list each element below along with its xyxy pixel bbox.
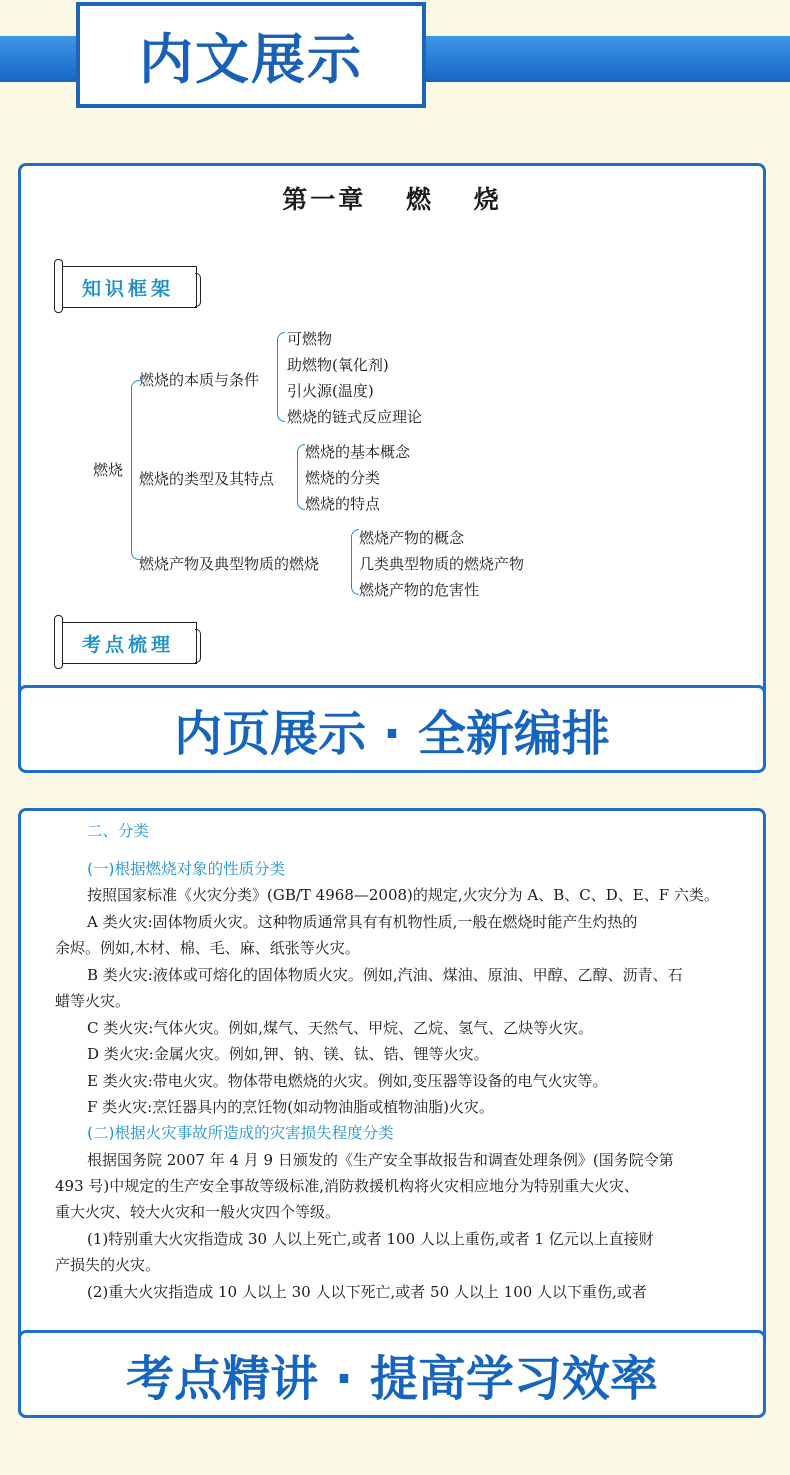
banner-key-points: 考点精讲 · 提高学习效率	[18, 1330, 766, 1418]
page-preview-1	[18, 163, 766, 773]
mindmap-branch-2: 燃烧的类型及其特点	[139, 470, 275, 488]
mindmap-branch-2-brace	[297, 444, 305, 510]
mindmap-item: 几类典型物质的燃烧产物	[359, 555, 525, 573]
paragraph-line: 重大火灾、较大火灾和一般火灾四个等级。	[55, 1203, 341, 1221]
banner-page-display: 内页展示 · 全新编排	[18, 685, 766, 773]
header-title: 内文展示	[139, 27, 363, 91]
mindmap-item: 可燃物	[287, 330, 333, 348]
paragraph-line: D 类火灾:金属火灾。例如,钾、钠、镁、钛、锆、锂等火灾。	[87, 1045, 489, 1063]
mindmap-item: 引火源(温度)	[287, 382, 374, 400]
mindmap-item: 助燃物(氧化剂)	[287, 356, 389, 374]
chapter-title: 第一章 燃 烧	[282, 185, 502, 214]
mindmap-item: 燃烧的分类	[305, 469, 381, 487]
paragraph-line: (2)重大火灾指造成 10 人以上 30 人以下死亡,或者 50 人以上 100 人以下重伤,或者	[87, 1283, 647, 1301]
paragraph-line: F 类火灾:烹饪器具内的烹饪物(如动物油脂或植物油脂)火灾。	[87, 1098, 494, 1116]
mindmap-branch-3: 燃烧产物及典型物质的燃烧	[139, 555, 320, 573]
paragraph-line: 蜡等火灾。	[55, 992, 131, 1010]
page-preview-2	[18, 808, 766, 1418]
paragraph-line: 产损失的火灾。	[55, 1256, 161, 1274]
mindmap-root: 燃烧	[93, 461, 124, 479]
paragraph-line: A 类火灾:固体物质火灾。这种物质通常具有有机物性质,一般在燃烧时能产生灼热的	[87, 913, 638, 931]
mindmap-item: 燃烧的基本概念	[305, 443, 411, 461]
paragraph-line: 根据国务院 2007 年 4 月 9 日颁发的《生产安全事故报告和调查处理条例》(国务院令第	[87, 1151, 674, 1169]
label-knowledge-framework: 知识框架	[59, 266, 197, 308]
paragraph-line: B 类火灾:液体或可熔化的固体物质火灾。例如,汽油、煤油、原油、甲醇、乙醇、沥青、石	[87, 966, 683, 984]
mindmap-item: 燃烧的链式反应理论	[287, 408, 423, 426]
mindmap-branch-3-brace	[351, 529, 359, 595]
label-key-points: 考点梳理	[59, 622, 197, 664]
mindmap-item: 燃烧产物的危害性	[359, 581, 480, 599]
header-title-box	[76, 2, 426, 108]
paragraph-line: 余烬。例如,木材、棉、毛、麻、纸张等火灾。	[55, 939, 360, 957]
section-heading: 二、分类	[87, 822, 150, 840]
mindmap-branch-1: 燃烧的本质与条件	[139, 371, 260, 389]
paragraph-line: (1)特别重大火灾指造成 30 人以上死亡,或者 100 人以上重伤,或者 1 亿元以上直接财	[87, 1230, 654, 1248]
paragraph-line: 493 号)中规定的生产安全事故等级标准,消防救援机构将火灾相应地分为特别重大火灾、	[55, 1177, 640, 1195]
paragraph-line: 按照国家标准《火灾分类》(GB/T 4968—2008)的规定,火灾分为 A、B、C、D、E、F 六类。	[87, 886, 719, 904]
mindmap-item: 燃烧产物的概念	[359, 529, 465, 547]
section-heading: (一)根据燃烧对象的性质分类	[87, 860, 286, 878]
paragraph-line: C 类火灾:气体火灾。例如,煤气、天然气、甲烷、乙烷、氢气、乙炔等火灾。	[87, 1019, 594, 1037]
section-heading: (二)根据火灾事故所造成的灾害损失程度分类	[87, 1124, 394, 1142]
paragraph-line: E 类火灾:带电火灾。物体带电燃烧的火灾。例如,变压器等设备的电气火灾等。	[87, 1072, 608, 1090]
mindmap-item: 燃烧的特点	[305, 495, 381, 513]
mindmap-branch-1-brace	[277, 332, 285, 422]
